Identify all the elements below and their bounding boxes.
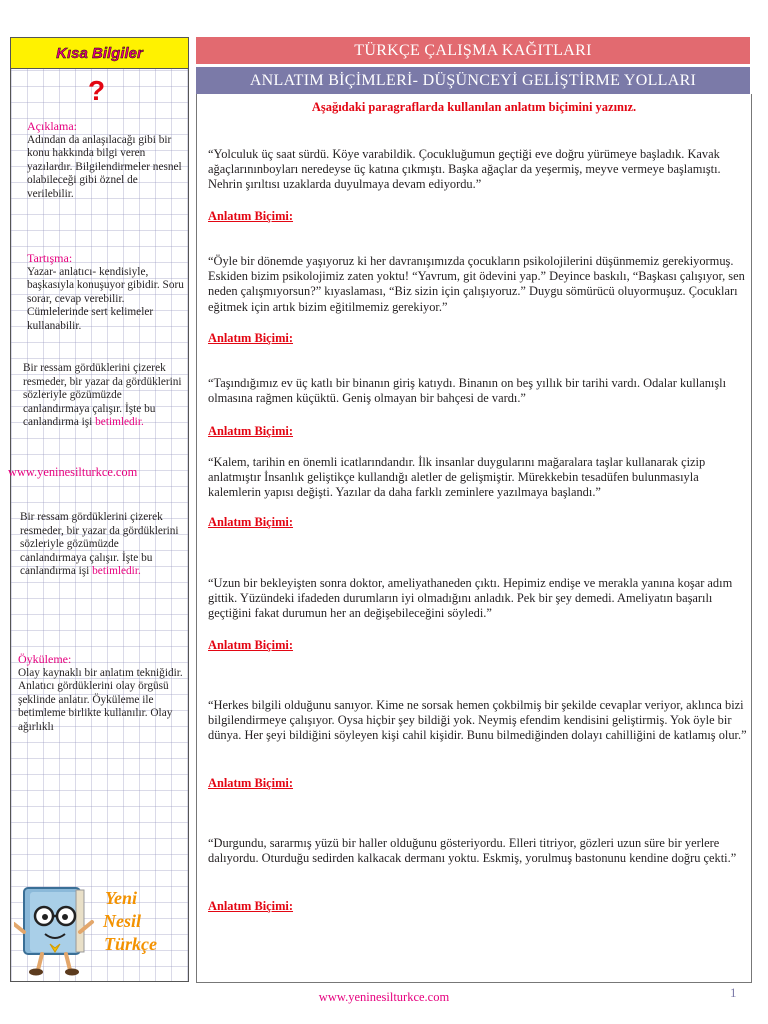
worksheet-title: TÜRKÇE ÇALIŞMA KAĞITLARI — [354, 41, 592, 59]
paragraph-1: “Yolculuk üç saat sürdü. Köye varabildik. Çocukluğumun geçtiği eve doğru yürümeye başladık. Kavak ağaçlarınınboyları neredeyse üç katına çıkmıştı. Başka ağaçlar da yeşermiş, meyve vermeye başlamıştı. Nehrin şırıltısı uzaklarda duyulmaya devam ediyordu.” — [208, 147, 721, 192]
worksheet-body — [196, 94, 752, 983]
answer-label-1[interactable]: Anlatım Biçimi: — [208, 209, 294, 223]
betimleme-block-2 — [20, 511, 185, 579]
tartisma-text: Yazar- anlatıcı- kendisiyle, başkasıyla konuşuyor gibidir. Soru sorar, cevap verebilir. Cümlelerinde sert kelimeler kullanabilir. — [27, 265, 184, 332]
logo-text-yeni: Yeni — [105, 888, 138, 908]
worksheet-subtitle: ANLATIM BİÇİMLERİ- DÜŞÜNCEYİ GELİŞTİRME YOLLARI — [249, 71, 697, 89]
instruction-text: Aşağıdaki paragraflarda kullanılan anlatım biçimini yazınız. — [311, 100, 637, 114]
logo-text-turkce: Türkçe — [104, 934, 157, 954]
sidebar-title-box — [11, 38, 188, 69]
oykuleme-text: Olay kaynaklı bir anlatım tekniğidir. Anlatıcı gördüklerini olay örgüsü şeklinde anlatır. Öyküleme ile betimleme birlikte kullanılır. Olay ağırlıklı — [18, 666, 183, 733]
tartisma-block — [15, 252, 185, 334]
yeni-nesil-turkce-logo — [10, 870, 187, 954]
betimleme-term-1: betimledir. — [95, 416, 144, 429]
answer-label-3[interactable]: Anlatım Biçimi: — [208, 424, 294, 438]
sidebar-website: www.yeninesilturkce.com — [8, 465, 138, 479]
tartisma-heading: Tartışma: — [27, 251, 73, 265]
sidebar-title: Kısa Bilgiler — [56, 44, 143, 62]
worksheet-title-bar — [196, 37, 750, 64]
paragraph-6: “Herkes bilgili olduğunu sanıyor. Kime ne sorsak hemen çokbilmiş bir şekilde cevaplar veriyor, aklınca bizi bilgilendirmeye çalışıyor. Oysa hiçbir şey bildiği yok. Neymiş efendim kendisini geliştirmiş. Yok öyle bir dünya. Her şeyi bildiğini söyleyen kişi cahil kişidir. Bunu bilmediğinden dolayı cahilliğini de katlamış olur.” — [208, 698, 747, 743]
footer-website[interactable]: www.yeninesilturkce.com — [318, 990, 450, 1004]
oykuleme-block — [18, 653, 185, 735]
logo-text-nesil: Nesil — [103, 911, 141, 931]
answer-label-2[interactable]: Anlatım Biçimi: — [208, 331, 294, 345]
book-mascot-icon — [14, 882, 104, 977]
betimleme-text-1: Bir ressam gördüklerini çizerek resmeder, bir yazar da gördüklerini sözleriyle gözümüzde canlandırmaya çalışır. İşte bu canlandırma işi — [23, 362, 182, 429]
paragraph-7: “Durgundu, sararmış yüzü bir haller olduğunu gösteriyordu. Elleri titriyor, gözleri uzun süre bir yerlere dalıyordu. Oturduğu sedirden kalkacak dermanı yoktu. Eskmiş, yorulmuş bastonunu kendine doğru çekti.” — [208, 836, 737, 866]
answer-label-6[interactable]: Anlatım Biçimi: — [208, 776, 294, 790]
page-number: 1 — [730, 985, 737, 1000]
betimleme-block-1 — [23, 362, 185, 430]
aciklama-heading: Açıklama: — [27, 119, 77, 133]
answer-label-7[interactable]: Anlatım Biçimi: — [208, 899, 294, 913]
paragraph-2: “Öyle bir dönemde yaşıyoruz ki her davranışımızda çocukların psikolojilerini düşünmemiz gerekiyormuş. Eskiden bizim psikolojimiz zaten yoktu! “Yavrum, git ödevini yap.” Deyince baskılı, “Başkası çalışıyor, sen neden çalışmıyorsun?” kıyaslaması, “Biz sizin için çalışıyoruz.” Duygu sömürücü oluyormuşuz. Çocukları eğitmek için artık bizim eğitilmemiz gerekiyor.” — [208, 254, 745, 314]
aciklama-block — [15, 120, 185, 202]
betimleme-text-2: Bir ressam gördüklerini çizerek resmeder, bir yazar da gördüklerini sözleriyle gözümüzde canlandırmaya çalışır. İşte bu canlandırma işi — [20, 511, 179, 578]
paragraph-4: “Kalem, tarihin en önemli icatlarındandır. İlk insanlar duygularını mağaralara taşlar kullanarak çizip anlatmıştır İnsanlık geliştikçe kullandığı aletler de gelişmiştir. Mürekkebin tesadüfen bulunmasıyla kalemlerin yapısı değişti. Yazılar da daha farklı zeminlere yazılmaya başlandı.” — [208, 455, 706, 500]
answer-label-5[interactable]: Anlatım Biçimi: — [208, 638, 294, 652]
betimleme-term-2: betimledir. — [92, 565, 141, 578]
paragraph-5: “Uzun bir bekleyişten sonra doktor, ameliyathaneden çıktı. Hepimiz endişe ve merakla yanına koşar adım gittik. Yüzündeki ifadeden durumların iyi olmadığını anladık. Pek bir şey demedi. Ameliyatın başarılı geçtiğini fakat durumun her an değişebileceğini söyledi.” — [208, 576, 733, 621]
paragraph-3: “Taşındığımız ev üç katlı bir binanın giriş katıydı. Binanın on beş yıllık bir tarihi vardı. Odalar kullanışlı olmasına rağmen küçüktü. Geniş olmayan bir bahçesi de vardı.” — [208, 376, 727, 406]
question-mark-icon: ? — [88, 75, 106, 106]
answer-label-4[interactable]: Anlatım Biçimi: — [208, 515, 294, 529]
worksheet-subtitle-bar — [196, 67, 750, 94]
aciklama-text: Adından da anlaşılacağı gibi bir konu hakkında bilgi veren yazılardır. Bilgilendirmeler nesnel olabileceği gibi öznel de verilebilir. — [27, 133, 182, 200]
oykuleme-heading: Öyküleme: — [18, 652, 72, 666]
